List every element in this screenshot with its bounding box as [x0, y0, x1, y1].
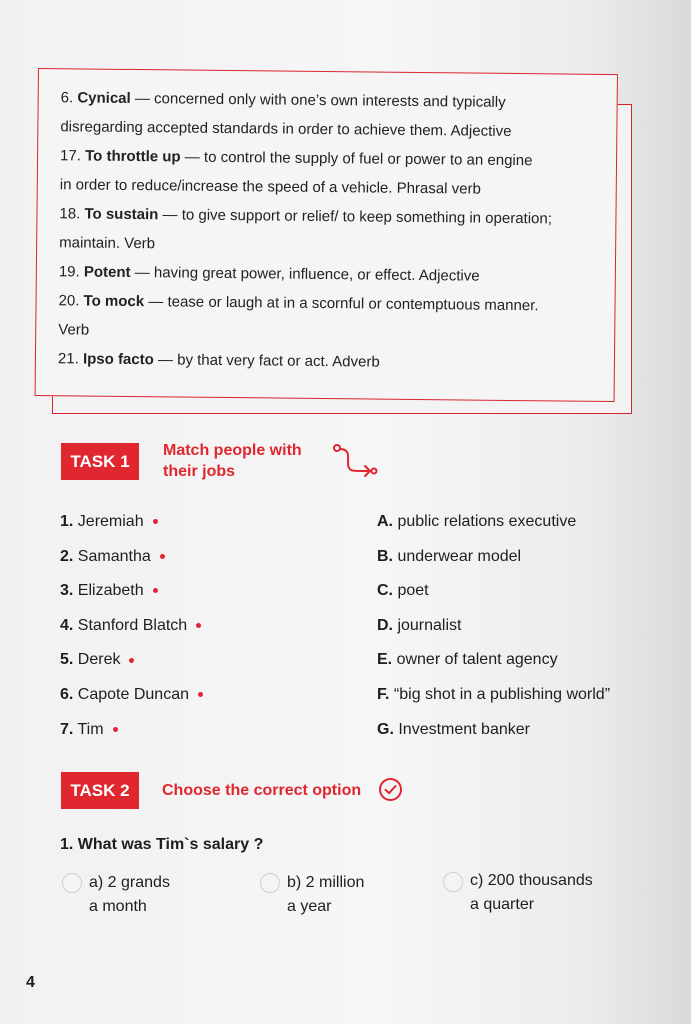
person-name: Tim: [77, 720, 104, 738]
job-title: “big shot in a publishing world”: [393, 685, 611, 703]
entry-definition: — to give support or relief/ to keep something in operation;: [158, 206, 553, 228]
list-item: [60, 579, 203, 614]
vocab-entry-to-sustain: [59, 199, 602, 263]
list-item: [377, 510, 610, 545]
option-c[interactable]: [470, 869, 593, 917]
option-c-radio[interactable]: [443, 872, 463, 892]
item-letter: B.: [377, 547, 393, 565]
check-circle-icon: [378, 777, 403, 802]
vocab-entry-to-mock: [58, 286, 601, 350]
page-number: 4: [26, 974, 35, 991]
entry-definition-continued: in order to reduce/increase the speed of a vehicle. Phrasal verb: [59, 176, 481, 198]
list-item: [60, 545, 203, 580]
item-letter: D.: [377, 616, 393, 634]
option-a[interactable]: [89, 871, 170, 919]
job-title: Investment banker: [398, 720, 530, 738]
job-title: owner of talent agency: [396, 651, 558, 669]
entry-term: To throttle up: [85, 147, 181, 166]
curved-arrow-icon: [330, 443, 380, 479]
entry-number: 17.: [59, 147, 82, 165]
option-b-radio[interactable]: [260, 873, 280, 893]
entry-definition: — having great power, influence, or effect. Adjective: [130, 263, 480, 285]
task2-badge: TASK 2: [61, 772, 139, 809]
list-item: [60, 614, 203, 649]
person-name: Jeremiah: [77, 513, 144, 530]
vocab-box: [35, 68, 618, 402]
people-list: [60, 510, 203, 752]
list-item: [377, 718, 610, 753]
item-number: 6.: [60, 685, 74, 703]
task1-title: [163, 440, 302, 482]
person-name: Elizabeth: [77, 582, 144, 600]
vocab-entry-to-throttle-up: [60, 141, 603, 205]
job-title: underwear model: [397, 547, 522, 565]
entry-number: 20.: [58, 292, 80, 310]
entry-number: 6.: [60, 89, 74, 107]
list-item: [377, 579, 610, 614]
match-dot[interactable]: [113, 727, 118, 732]
item-letter: C.: [377, 582, 393, 600]
entry-definition: — to control the supply of fuel or power to an engine: [180, 148, 533, 170]
match-dot[interactable]: [129, 658, 134, 663]
list-item: [60, 718, 203, 753]
list-item: [377, 545, 610, 580]
job-title: public relations executive: [397, 513, 577, 530]
task1-title-line2: their jobs: [163, 463, 236, 480]
match-dot[interactable]: [198, 692, 203, 697]
item-number: 7.: [60, 720, 74, 738]
entry-number: 18.: [59, 205, 81, 223]
match-dot[interactable]: [153, 588, 158, 593]
list-item: [60, 683, 203, 718]
task1-title-line1: Match people with: [163, 442, 302, 459]
entry-term: Ipso facto: [82, 350, 154, 369]
item-number: 3.: [60, 582, 74, 600]
person-name: Samantha: [77, 547, 151, 565]
item-letter: E.: [377, 651, 393, 669]
entry-term: Potent: [83, 263, 131, 281]
option-c-line2: a quarter: [470, 896, 535, 913]
list-item: [377, 683, 610, 718]
item-number: 4.: [60, 616, 74, 634]
match-dot[interactable]: [196, 623, 201, 628]
jobs-list: [377, 510, 610, 752]
option-a-radio[interactable]: [62, 873, 82, 893]
entry-term: Cynical: [77, 89, 131, 107]
person-name: Capote Duncan: [77, 685, 189, 703]
list-item: [377, 614, 610, 649]
item-letter: G.: [377, 720, 394, 738]
entry-term: To mock: [83, 292, 145, 311]
vocab-entry-ipso-facto: [58, 344, 600, 379]
option-a-line1: a) 2 grands: [89, 874, 170, 891]
job-title: journalist: [397, 616, 462, 634]
list-item: [60, 510, 203, 545]
entry-number: 21.: [57, 350, 79, 368]
list-item: [60, 648, 203, 683]
option-b-line1: b) 2 million: [287, 874, 365, 891]
entry-definition: — by that very fact or act. Adverb: [153, 351, 380, 371]
person-name: Derek: [77, 651, 121, 669]
vocab-entry-cynical: [60, 83, 603, 147]
task2-title: Choose the correct option: [162, 782, 362, 799]
entry-definition: — concerned only with one’s own interests and typically: [130, 89, 506, 111]
item-number: 2.: [60, 547, 74, 565]
item-number: 1.: [60, 513, 74, 530]
item-letter: A.: [377, 513, 393, 530]
option-a-line2: a month: [89, 898, 147, 915]
option-b[interactable]: [287, 871, 364, 919]
entry-term: To sustain: [84, 205, 159, 224]
person-name: Stanford Blatch: [77, 616, 188, 634]
entry-definition-continued: Verb: [58, 321, 90, 339]
option-b-line2: a year: [287, 898, 332, 915]
item-number: 5.: [60, 651, 74, 669]
entry-definition-continued: maintain. Verb: [59, 234, 156, 253]
list-item: [377, 648, 610, 683]
question-1: 1. What was Tim`s salary ?: [60, 836, 264, 853]
entry-definition: — tease or laugh at in a scornful or contemptuous manner.: [144, 293, 539, 315]
task1-badge: TASK 1: [61, 443, 139, 480]
item-letter: F.: [377, 685, 390, 703]
option-c-line1: c) 200 thousands: [470, 872, 593, 889]
match-dot[interactable]: [153, 519, 158, 524]
entry-number: 19.: [58, 263, 80, 281]
entry-definition-continued: disregarding accepted standards in order to achieve them. Adjective: [60, 118, 512, 140]
match-dot[interactable]: [160, 554, 165, 559]
job-title: poet: [397, 582, 429, 600]
